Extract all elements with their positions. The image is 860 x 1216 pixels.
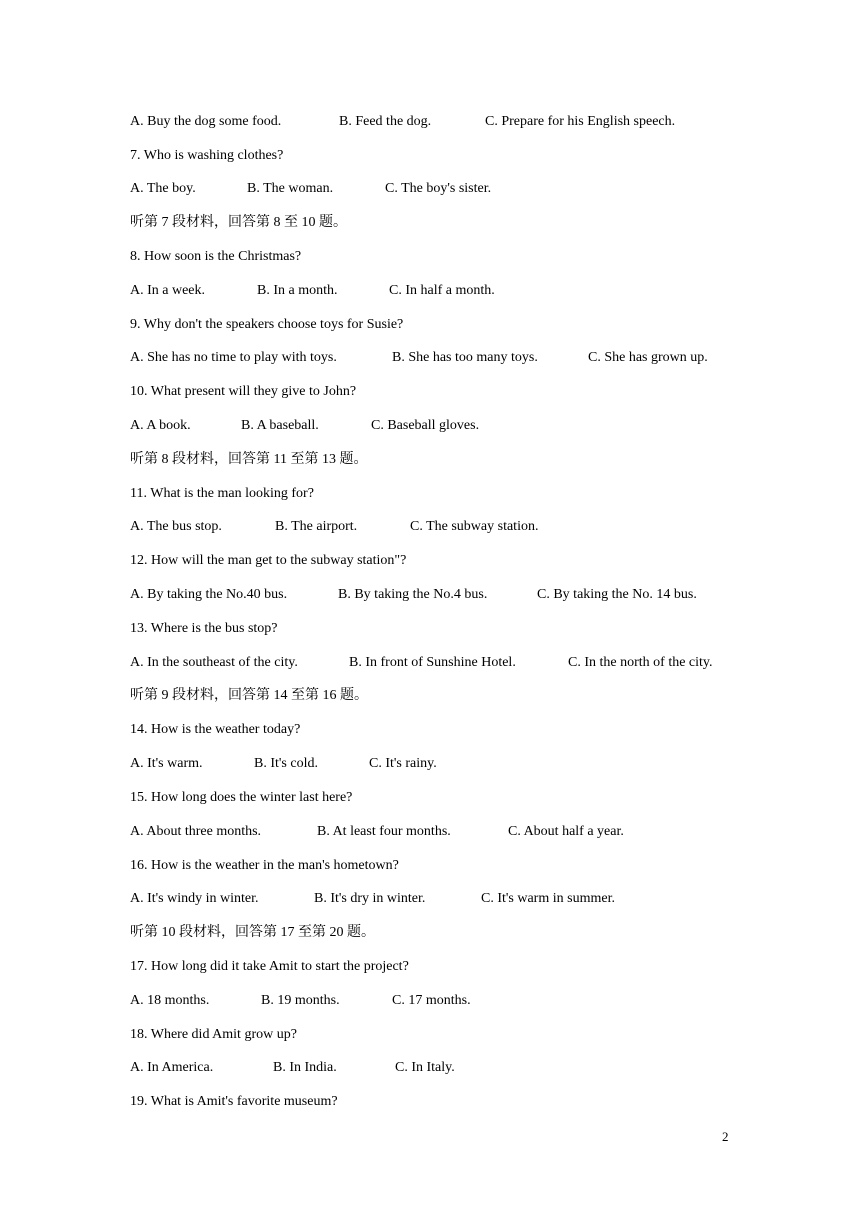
question-text: 19. What is Amit's favorite museum? [130, 1094, 338, 1109]
question-text: 13. Where is the bus stop? [130, 621, 278, 636]
question-text: 9. Why don't the speakers choose toys for Susie? [130, 317, 404, 332]
question-text: 16. How is the weather in the man's hometown? [130, 858, 399, 873]
option-b: B. She has too many toys. [392, 350, 538, 365]
option-a: A. A book. [130, 418, 191, 433]
option-a: A. Buy the dog some food. [130, 114, 282, 129]
option-a: A. In the southeast of the city. [130, 655, 298, 670]
option-b: B. It's dry in winter. [314, 891, 426, 906]
option-c: C. By taking the No. 14 bus. [537, 587, 697, 602]
option-a: A. It's warm. [130, 756, 203, 771]
option-b: B. 19 months. [261, 993, 340, 1008]
section-instruction: 听第 7 段材料，回答第 8 至 10 题。 [130, 215, 347, 230]
option-b: B. By taking the No.4 bus. [338, 587, 488, 602]
question-text: 12. How will the man get to the subway station"? [130, 553, 407, 568]
option-c: C. The boy's sister. [385, 181, 492, 196]
question-text: 18. Where did Amit grow up? [130, 1027, 297, 1042]
option-b: B. In India. [273, 1060, 337, 1075]
option-b: B. The airport. [275, 519, 358, 534]
question-text: 10. What present will they give to John? [130, 384, 357, 399]
option-c: C. The subway station. [410, 519, 539, 534]
option-a: A. About three months. [130, 824, 262, 839]
option-a: A. In America. [130, 1060, 214, 1075]
option-c: C. It's rainy. [369, 756, 437, 771]
option-b: B. It's cold. [254, 756, 318, 771]
option-a: A. By taking the No.40 bus. [130, 587, 288, 602]
option-c: C. In Italy. [395, 1060, 455, 1075]
option-a: A. 18 months. [130, 993, 210, 1008]
question-text: 11. What is the man looking for? [130, 486, 314, 501]
option-c: C. About half a year. [508, 824, 624, 839]
question-text: 7. Who is washing clothes? [130, 148, 284, 163]
option-b: B. In a month. [257, 283, 338, 298]
option-b: B. The woman. [247, 181, 334, 196]
question-text: 8. How soon is the Christmas? [130, 249, 302, 264]
question-text: 14. How is the weather today? [130, 722, 301, 737]
option-c: C. She has grown up. [588, 350, 708, 365]
option-a: A. She has no time to play with toys. [130, 350, 337, 365]
option-b: B. A baseball. [241, 418, 319, 433]
option-c: C. Baseball gloves. [371, 418, 480, 433]
section-instruction: 听第 8 段材料，回答第 11 至第 13 题。 [130, 452, 368, 467]
option-a: A. It's windy in winter. [130, 891, 259, 906]
option-c: C. Prepare for his English speech. [485, 114, 676, 129]
option-b: B. In front of Sunshine Hotel. [349, 655, 516, 670]
option-c: C. In half a month. [389, 283, 495, 298]
option-a: A. The bus stop. [130, 519, 222, 534]
option-a: A. The boy. [130, 181, 196, 196]
option-b: B. At least four months. [317, 824, 451, 839]
option-a: A. In a week. [130, 283, 206, 298]
question-text: 15. How long does the winter last here? [130, 790, 353, 805]
option-b: B. Feed the dog. [339, 114, 432, 129]
section-instruction: 听第 10 段材料，回答第 17 至第 20 题。 [130, 925, 375, 940]
option-c: C. In the north of the city. [568, 655, 713, 670]
option-c: C. 17 months. [392, 993, 471, 1008]
option-c: C. It's warm in summer. [481, 891, 615, 906]
section-instruction: 听第 9 段材料，回答第 14 至第 16 题。 [130, 688, 368, 703]
question-text: 17. How long did it take Amit to start the project? [130, 959, 409, 974]
page-number: 2 [722, 1129, 729, 1144]
